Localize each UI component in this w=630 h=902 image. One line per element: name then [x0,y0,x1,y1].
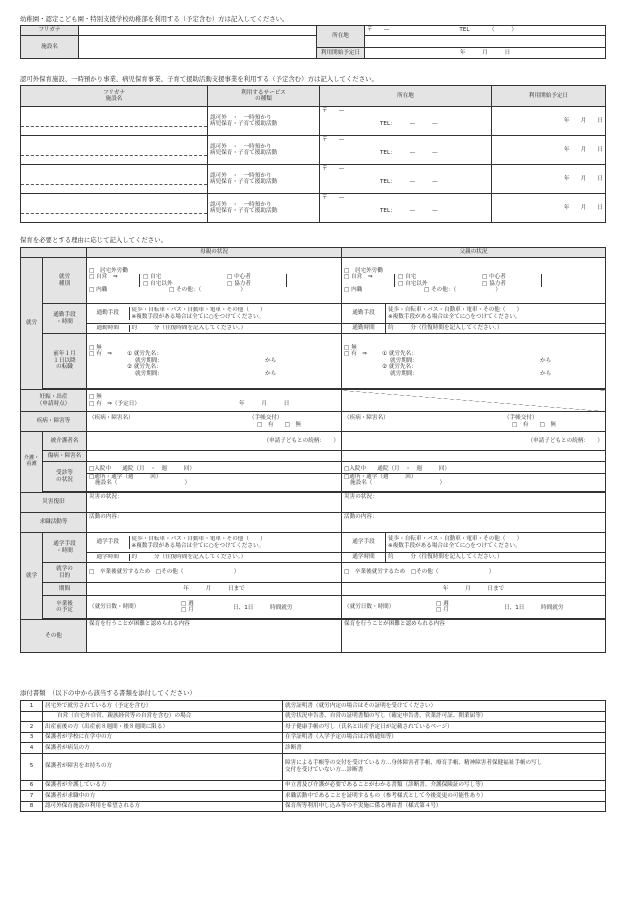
father-commute-label: 通勤手段 [342,304,386,324]
helper-checkbox[interactable]: □ 協力者 [482,281,542,287]
facility-address[interactable] [320,194,492,223]
study-means-label: 通学手段 [87,536,129,550]
attachment-row [21,701,606,712]
section3-heading: 保育を必要とする理由に応じて記入してください。 [20,236,167,244]
days-hours-field[interactable]: 日、1日 時間就労 [504,604,564,611]
from-label: から [265,370,277,377]
study-options[interactable]: 徒歩・自転車・バス・自動車・電車・その他（ ） ※複数手段がある場合は全てに○をつけてください。 [131,536,266,549]
section2-heading: 認可外保育施設、一時預かり事業、病児保育事業、子育て援助活動支援事業を利用する（予定含む）方は記入してください。 [20,75,378,83]
commute-time-field[interactable]: 約 分（往復時間を記入してください。） [131,325,247,332]
father-care-illness[interactable] [342,451,606,462]
mother-work-type[interactable] [87,258,342,304]
attachment-row [21,801,606,812]
notebook-checkbox[interactable]: □ 有 □ 無 [512,421,557,428]
attachments-table [20,700,606,812]
father-job-change[interactable] [342,334,606,389]
main-person-checkbox[interactable]: □ 中心者 [482,274,542,280]
other-label: その他 [21,620,87,653]
attachment-document: 診断書 [283,743,606,754]
father-study-period[interactable]: 年 月 日まで [342,583,606,596]
study-time-label: 通学時間 [87,554,129,561]
self-employed-checkbox[interactable]: □ 自営 ⇒ [89,274,118,281]
mother-pregnancy[interactable] [87,390,342,412]
facility-row [21,107,606,136]
facility-address[interactable] [320,136,492,165]
mother-care-illness[interactable] [87,451,342,462]
illness-label: 疾病・障害等 [21,412,87,432]
care-illness-label: 傷病・障害名 [43,451,87,462]
mother-care-status[interactable] [87,462,342,492]
mother-study-commute[interactable] [87,533,342,553]
mother-illness[interactable] [87,412,342,432]
facility-name-field[interactable] [21,165,208,194]
mother-other[interactable]: 保育を行うことが困難と認められる内容 [87,620,342,653]
facility-row [21,165,606,194]
yes-checkbox[interactable]: □ 有 ⇒ [344,351,367,358]
attachment-number [21,711,43,722]
from-label: から [540,370,552,377]
attachment-number: 6 [21,780,43,791]
marker-1: ① [382,351,388,358]
attachment-condition: 出産前後の方（出産前８週間・後８週間に限る） [43,722,283,733]
attachment-document: 在学証明書（入学予定の場合は合格通知等） [283,732,606,743]
facility-visit-checkbox[interactable]: □通所・通学（週 回） [89,473,162,480]
period-label: 就労期間： [135,370,163,377]
furigana-label: フリガナ [21,26,79,36]
attachment-document: 申立書及び介護が必要であることがわかる書類（診断書、介護保険証の写し等） [283,780,606,791]
mother-study-period[interactable]: 年 月 日まで [87,583,342,596]
work-days-label: （就労日数・時間） [89,603,140,610]
facility-name-field[interactable] [79,36,317,59]
facility-name-field[interactable]: 施設名（ ） [95,480,191,487]
address-label: 所在地 [317,26,365,48]
facility-visit-checkbox[interactable]: □通所・通学（週 回） [344,473,417,480]
work-type-label: 就労 種別 [43,258,87,304]
father-care-relation[interactable]: （申請子どもとの続柄： ） [342,432,606,451]
attachment-row [21,722,606,733]
attachment-row [21,780,606,791]
attachment-document: 求職活動中であることを証明するもの（参考様式として今後変更の可能性あり） [283,791,606,802]
other-checkbox[interactable]: □ その他：（ ） [424,286,501,293]
hospital-checkbox[interactable]: □入院中 通院（月 ・ 週 回） [342,466,605,473]
father-illness[interactable] [342,412,606,432]
home-checkbox[interactable]: □ 自宅 [394,274,482,280]
workplace-label: 就労先名： [133,364,162,371]
other-checkbox[interactable]: □ その他：（ ） [169,286,246,293]
workplace-label: 就労先名： [133,351,162,358]
attachment-row [21,711,606,722]
kindergarten-table [20,25,606,59]
period-label: 就労期間： [135,357,163,364]
outside-home-checkbox[interactable]: □ 自宅以外 [139,281,227,287]
mother-care-relation[interactable]: （申請子どもとの続柄： ） [87,432,342,451]
main-person-checkbox[interactable]: □ 中心者 [227,274,287,280]
father-study-time-label: 通学時間 [342,553,386,563]
attachment-row [21,743,606,754]
helper-checkbox[interactable]: □ 協力者 [227,281,287,287]
week-checkbox[interactable]: □ 週 [181,600,194,607]
study-purpose-label: 就学の 目的 [43,563,87,583]
father-commute-time-label: 通勤時間 [342,324,386,334]
no-checkbox[interactable]: □ 無 [89,394,102,401]
due-date-field[interactable]: 年 月 日 [239,400,290,407]
facility-name-field[interactable] [21,194,208,223]
attachment-number: 5 [21,753,43,780]
from-label: から [540,357,552,364]
attachment-row [21,791,606,802]
facility-start-date[interactable]: 年 月 日 [492,165,606,194]
attachment-row [21,753,606,780]
facility-row [21,194,606,223]
attachment-condition: 保護者が障害をお持ちの方 [43,753,283,780]
after-graduation-label: 卒業後 の予定 [43,596,87,619]
workplace-label: 就労先名： [388,364,417,371]
start-date-label: 利用開始予定日 [317,48,365,59]
postal-mark: 〒 — [367,27,390,34]
attachment-document: 就労状況申告書、自営の証明書類の写し（確定申告書、営業許可証、開業届等） [283,711,606,722]
work-label: 就労 [21,258,43,390]
col-service-type: 利用するサービス の種類 [208,86,320,107]
notebook-label: （手帳交付） [504,415,538,422]
father-disaster[interactable]: 災害の状況： [342,493,606,513]
commute-time-label: 通勤時間 [87,325,129,332]
corner-cell [21,248,87,258]
service-choice[interactable]: 認可外 ・ 一時預かり 病児保育・子育て援助活動 [208,107,320,136]
col-start-date: 利用開始予定日 [492,86,606,107]
father-pregnancy-na [342,390,606,412]
father-study-time-field[interactable]: 約 分（往復時間を記入してください。） [386,553,606,563]
illness-name: （疾病・障害名） [344,415,389,422]
disaster-label: 災害復旧 [21,493,87,513]
care-status-label: 受診等 の状況 [43,462,87,492]
yes-due-date-checkbox[interactable]: □ 有 ⇒（予定日） [89,400,140,407]
unlicensed-table [20,85,606,223]
attachment-document: 就労証明書（就労内定の場合はその証明を受けてください） [283,701,606,712]
self-employed-checkbox[interactable]: □ 自営 ⇒ [344,274,373,281]
study-time-field[interactable]: 約 分（往復時間を記入してください。） [131,554,247,561]
study-commute-label: 通学手段 ・時間 [43,533,87,563]
no-checkbox[interactable]: □ 無 [344,344,357,351]
service-choice[interactable]: 認可外 ・ 一時預かり 病児保育・子育て援助活動 [208,136,320,165]
period-label: 就労期間： [390,370,418,377]
attachment-row [21,732,606,743]
postal-mark: 〒 — [322,107,345,114]
address-field[interactable] [365,36,606,48]
month-checkbox[interactable]: □ 月 [181,607,194,613]
days-hours-field[interactable]: 日、1日 時間就労 [233,604,293,611]
facility-name-label: 施設名 [21,36,79,59]
piecework-checkbox[interactable]: □ 内職 [344,286,363,293]
study-label: 就学 [21,533,43,620]
facility-start-date[interactable]: 年 月 日 [492,194,606,223]
mother-header: 母親の状況 [87,248,342,258]
mother-job-change[interactable] [87,334,342,389]
reason-table [20,247,606,653]
service-choice[interactable]: 認可外 ・ 一時預かり 病児保育・子育て援助活動 [208,194,320,223]
marker-2: ② [382,364,388,371]
hospital-checkbox[interactable]: □入院中 通院（月 ・ 週 回） [87,466,341,473]
postal-mark: 〒 — [322,165,345,172]
study-period-label: 期間 [43,583,87,596]
period-label: 就労期間： [390,357,418,364]
piecework-checkbox[interactable]: □ 内職 [89,286,108,293]
facility-start-date[interactable]: 年 月 日 [492,107,606,136]
mother-study-purpose[interactable]: □ 卒業後就労するため □その他（ ） [87,563,342,583]
marker-2: ② [127,364,133,371]
commute-means-label: 通勤手段 [87,307,129,321]
father-study-options[interactable]: 徒歩・自転車・バス・自動車・電車・その他（ ） ※複数手段がある場合は全てに○をつけてください。 [386,533,606,553]
mother-study-time[interactable] [87,553,342,563]
tel-label: TEL： — — [380,120,438,127]
tel-label: TEL： — — [380,149,438,156]
facility-start-date[interactable]: 年 月 日 [492,136,606,165]
job-change-label: 前年１月 １日以降 の転職 [43,334,87,389]
mother-commute-time[interactable] [87,324,342,334]
attachment-document: 母子健康手帳の写し（氏名と出産予定日が記載されているページ） [283,722,606,733]
father-study-purpose[interactable]: □ 卒業後就労するため □その他（ ） [342,563,606,583]
father-work-type[interactable] [342,258,606,304]
father-study-means-label: 通学手段 [342,533,386,553]
father-job-hunting[interactable]: 活動の内容： [342,513,606,533]
commute-label: 通勤手段 ・時間 [43,304,87,334]
postal-mark: 〒 — [322,194,345,201]
furigana-field[interactable] [79,26,317,36]
tel-label: TEL： — — [380,178,438,185]
father-header: 父親の状況 [342,248,606,258]
commute-options[interactable]: 徒歩・自転車・バス・自動車・電車・その他（ ） ※複数手段がある場合は全てに○をつけてください。 [131,307,266,320]
attachment-number: 3 [21,732,43,743]
col-facility-name: フリガナ 施設名 [21,86,208,107]
father-other[interactable]: 保育を行うことが困難と認められる内容 [342,620,606,653]
attachment-number: 1 [21,701,43,712]
work-days-label: （就労日数・時間） [344,603,395,610]
month-checkbox[interactable]: □ 月 [436,607,449,613]
outside-work-checkbox[interactable]: □ 居宅外労働 [89,267,128,274]
col-address: 所在地 [320,86,492,107]
mother-job-hunting[interactable]: 活動の内容： [87,513,342,533]
attachments-body [21,701,606,812]
attachment-condition: 保護者が介護している方 [43,780,283,791]
attachment-number: 7 [21,791,43,802]
father-commute-options[interactable]: 徒歩・自転車・バス・自動車・電車・その他（ ） ※複数手段がある場合は全てに○をつけてください。 [386,304,606,324]
service-choice[interactable]: 認可外 ・ 一時預かり 病児保育・子育て援助活動 [208,165,320,194]
attachment-condition: 保護者が求職中の方 [43,791,283,802]
outside-work-checkbox[interactable]: □ 居宅外労働 [344,267,383,274]
address-postal-tel[interactable] [365,26,606,36]
job-hunting-label: 求職活動等 [21,513,87,533]
mother-commute[interactable] [87,304,342,324]
section4-heading: 添付書類 （以下の中から該当する書類を添付してください） [20,689,196,697]
home-checkbox[interactable]: □ 自宅 [139,274,227,280]
attachment-condition: 居宅外で就労されている方（予定を含む） [43,701,283,712]
facility-address[interactable] [320,165,492,194]
attachment-condition: 認可外保育施設の利用を希望される方 [43,801,283,812]
from-label: から [265,357,277,364]
outside-home-checkbox[interactable]: □ 自宅以外 [394,281,482,287]
tel-label: TEL： — — [380,207,438,214]
no-checkbox[interactable]: □ 無 [89,344,102,351]
section1-heading: 幼稚園・認定こども園・特別支援学校幼稚部を利用する（予定含む）方は記入してください。 [20,15,289,23]
marker-1: ① [127,351,133,358]
attachment-number: 2 [21,722,43,733]
father-care-status[interactable] [342,462,606,492]
attachment-condition: 自営（自宅外自営、親族経営等の自営を含む）の場合 [43,711,283,722]
attachment-condition: 保護者が学校に在学中の方 [43,732,283,743]
notebook-checkbox[interactable]: □ 有 □ 無 [257,421,302,428]
care-person-label: 被介護者名 [43,432,87,451]
pregnancy-label: 妊娠・出産 （申請時点） [21,390,87,412]
attachment-document: 障害による手帳等の交付を受けている方…身体障害者手帳、療育手帳、精神障害者保健福祉手帳の写し 交付を受けていない方…診断書 [283,753,606,780]
attachment-number: 4 [21,743,43,754]
mother-after-graduation[interactable] [87,596,342,619]
facility-address[interactable] [320,107,492,136]
mother-disaster[interactable]: 災害の状況： [87,493,342,513]
attachment-document: 保育所等利用申し込み等の不実施に係る理由書（様式第４号） [283,801,606,812]
facility-row [21,136,606,165]
postal-mark: 〒 — [322,136,345,143]
facility-name-field[interactable]: 施設名（ ） [350,480,446,487]
illness-name: （疾病・障害名） [89,415,134,422]
start-date-field[interactable]: 年 月 日 [365,48,606,59]
facility-name-field[interactable] [21,107,208,136]
attachment-condition: 保護者が病気の方 [43,743,283,754]
notebook-label: （手帳交付） [249,415,283,422]
workplace-label: 就労先名： [388,351,417,358]
tel-label: TEL （ ） [459,27,518,34]
father-commute-time-field[interactable]: 約 分（往復時間を記入してください。） [386,324,606,334]
attachment-number: 8 [21,801,43,812]
father-after-graduation[interactable] [342,596,606,619]
week-checkbox[interactable]: □ 週 [436,600,449,607]
facility-name-field[interactable] [21,136,208,165]
yes-checkbox[interactable]: □ 有 ⇒ [89,351,112,358]
care-label: 介護・看護 [21,432,43,493]
